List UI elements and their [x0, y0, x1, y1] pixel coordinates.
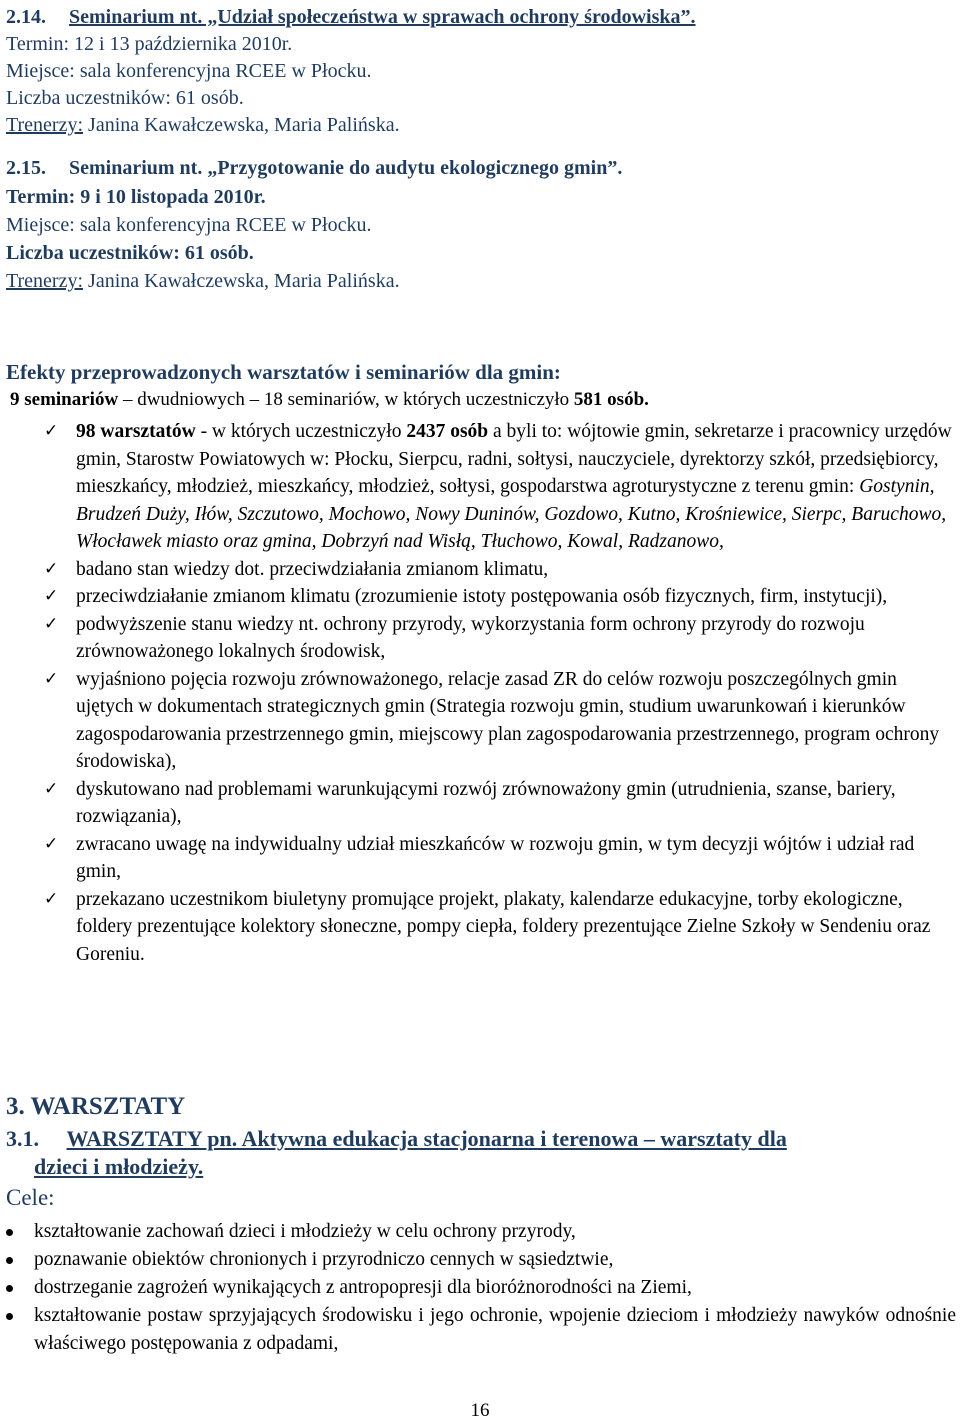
checklist-item7: zwracano uwagę na indywidualny udział mieszkańców w rozwoju gmin, w tym decyzji wójtów i udział rad gmin, — [76, 833, 915, 882]
page-number: 16 — [470, 1400, 490, 1421]
sec-2-15-place: Miejsce: sala konferencyjna RCEE w Płocku. — [6, 214, 372, 236]
goal-item — [0, 1218, 960, 1246]
check-icon: ✓ — [44, 586, 59, 606]
goal-text: poznawanie obiektów chronionych i przyrodniczo cennych w sąsiedztwie, — [34, 1249, 614, 1270]
check-icon: ✓ — [44, 421, 59, 441]
goals-label: Cele: — [6, 1185, 55, 1210]
sec-2-15-trainers — [6, 268, 400, 295]
check-icon: ✓ — [44, 778, 59, 799]
checklist-item1-num: 2437 — [406, 421, 446, 442]
section-3-title: 3. WARSZTATY — [6, 1093, 186, 1120]
sec-2-15-trainers-label: Trenerzy: — [6, 270, 84, 292]
sec-2-14-place: Miejsce: sala konferencyjna RCEE w Płocku. — [6, 60, 372, 82]
checklist-item — [0, 831, 960, 886]
checklist-item1-places: Gostynin, Brudzeń Duży, Iłów, Szczutowo, Mochowo, Nowy Duninów, Gozdowo, Kutno, Krośniewice, Sierpc, Baruchowo, Włocławek miasto oraz gmina, Dobrzyń nad Wisłą, Tłuchowo, Kowal, Radzanowo, — [76, 476, 947, 552]
bullet-icon — [6, 1257, 13, 1264]
effects-checklist — [0, 418, 960, 968]
checklist-item — [0, 418, 960, 556]
section-3-1-title-line1: WARSZTATY pn. Aktywna edukacja stacjonarna i terenowa – warsztaty dla — [66, 1126, 787, 1151]
effects-summary-count: 9 seminariów — [10, 389, 119, 410]
goal-item — [0, 1246, 960, 1274]
checklist-item5: wyjaśniono pojęcia rozwoju zrównoważonego, relacje zasad ZR do celów rozwoju poszczególnych gmin ujętych w dokumentach strategicznych gmin (Strategia rozwoju gmin, studium uwarunkowań i kierunków zagospodarowania przestrzennego gmin, miejscowy plan zagospodarowania przestrzennego, program ochrony środowiska), — [76, 668, 940, 772]
checklist-item — [0, 776, 960, 831]
checklist-item1-count: 98 warsztatów — [76, 421, 196, 442]
checklist-item1-rest: a byli to: wójtowie gmin, sekretarze i pracownicy urzędów gmin, Starostw Powiatowych w: Płocku, Sierpcu, radni, sołtysi, nauczyciele, dyrektorzy szkół, przedsiębiorcy, mieszkańcy, młodzież, mieszkańcy, młodzież, sołtysi, gospodarstwa agroturystyczne z terenu gmin: — [76, 421, 952, 497]
sec-2-14-title-text: Seminarium nt. „Udział społeczeństwa w sprawach ochrony środowiska”. — [69, 6, 696, 28]
goal-item — [0, 1274, 960, 1302]
sec-2-14-term: Termin: 12 i 13 października 2010r. — [6, 33, 293, 55]
sec-2-15-term: Termin: 9 i 10 listopada 2010r. — [6, 186, 266, 208]
checklist-item — [0, 556, 960, 584]
sec-2-15-number: 2.15. — [6, 157, 46, 179]
sec-2-15-title-prefix: Seminarium nt. — [69, 157, 208, 179]
sec-2-14-title — [6, 4, 696, 31]
goals-list — [0, 1218, 960, 1358]
checklist-item — [0, 886, 960, 969]
sec-2-15-trainers-names: Janina Kawałczewska, Maria Palińska. — [83, 270, 400, 292]
section-3-1-number: 3.1. — [6, 1126, 39, 1151]
checklist-item — [0, 611, 960, 666]
check-icon: ✓ — [44, 558, 59, 579]
checklist-item1-mid: - w których uczestniczyło — [195, 421, 407, 442]
effects-summary-total: 581 osób. — [573, 389, 649, 410]
effects-summary-rest: – dwudniowych – 18 seminariów, w których uczestniczyło — [118, 389, 574, 410]
sec-2-15-participants: Liczba uczestników: 61 osób. — [6, 242, 254, 264]
bullet-icon — [6, 1229, 13, 1236]
checklist-item1-osob: osób — [450, 421, 489, 442]
checklist-item — [0, 666, 960, 776]
sec-2-14-trainers-names: Janina Kawałczewska, Maria Palińska. — [83, 114, 400, 136]
check-icon: ✓ — [44, 888, 59, 909]
check-icon: ✓ — [44, 668, 59, 689]
checklist-item2: badano stan wiedzy dot. przeciwdziałania zmianom klimatu, — [76, 558, 549, 580]
goal-text: kształtowanie zachowań dzieci i młodzieży w celu ochrony przyrody, — [34, 1221, 576, 1242]
check-icon: ✓ — [44, 613, 59, 634]
effects-heading: Efekty przeprowadzonych warsztatów i seminariów dla gmin: — [6, 360, 561, 384]
bullet-icon — [6, 1285, 13, 1292]
bullet-icon — [6, 1313, 13, 1320]
effects-summary — [10, 389, 649, 411]
goal-text: kształtowanie postaw sprzyjających środowisku i jego ochronie, wpojenie dzieciom i młodzieży nawyków odnośnie właściwego postępowania z odpadami, — [34, 1305, 956, 1354]
goal-text: dostrzeganie zagrożeń wynikających z antropopresji dla bioróżnorodności na Ziemi, — [34, 1277, 692, 1298]
sec-2-14-participants: Liczba uczestników: 61 osób. — [6, 87, 244, 109]
sec-2-14-trainers-label: Trenerzy: — [6, 114, 84, 136]
sec-2-14-number: 2.14. — [6, 6, 46, 28]
checklist-item4: podwyższenie stanu wiedzy nt. ochrony przyrody, wykorzystania form ochrony przyrody do rozwoju zrównoważonego lokalnych środowisk, — [76, 613, 865, 662]
sec-2-14-trainers — [6, 112, 400, 139]
check-icon: ✓ — [44, 833, 59, 854]
checklist-item8: przekazano uczestnikom biuletyny promujące projekt, plakaty, kalendarze edukacyjne, torby ekologiczne, foldery prezentujące kolektory słoneczne, pompy ciepła, foldery prezentujące Zielne Szkoły w Sendeniu oraz Goreniu. — [76, 888, 931, 965]
sec-2-15-title — [6, 155, 622, 182]
section-3-1-title — [6, 1126, 787, 1152]
section-3-1-title-line2: dzieci i młodzieży. — [34, 1154, 204, 1179]
goal-item — [0, 1302, 960, 1358]
checklist-item3: przeciwdziałanie zmianom klimatu (zrozumienie istoty postępowania osób fizycznych, firm, instytucji), — [76, 586, 888, 607]
sec-2-15-title-topic: „Przygotowanie do audytu ekologicznego gmin”. — [207, 157, 623, 179]
checklist-item — [0, 583, 960, 611]
checklist-item6: dyskutowano nad problemami warunkującymi rozwój zrównoważony gmin (utrudnienia, szanse, bariery, rozwiązania), — [76, 778, 896, 827]
